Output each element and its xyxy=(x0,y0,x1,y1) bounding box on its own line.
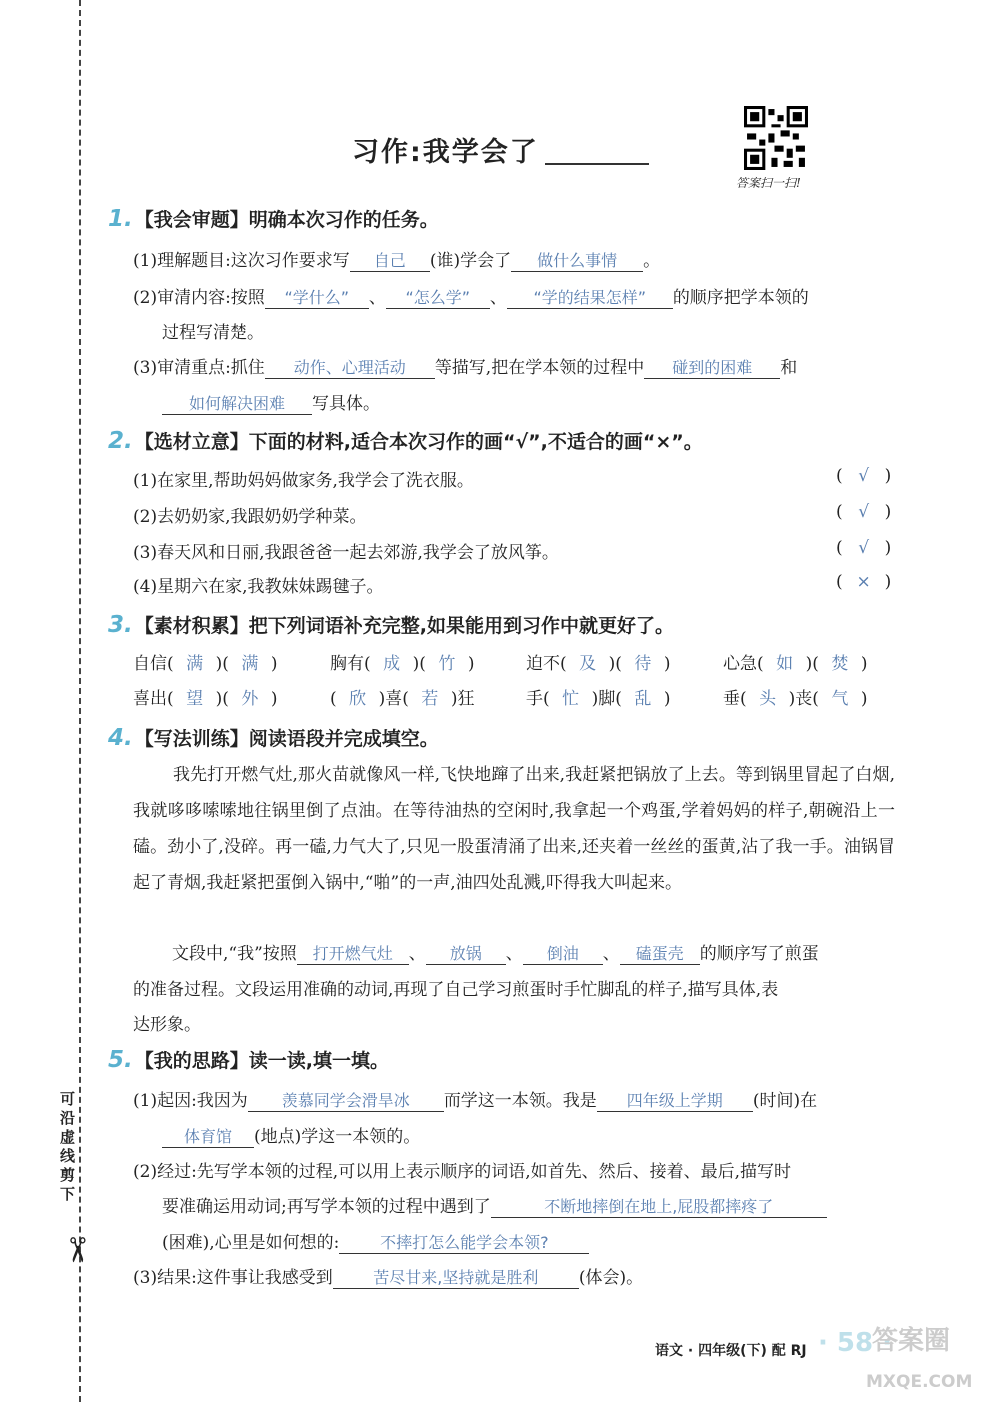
cut-hint: 可沿虚线剪下 xyxy=(60,1090,76,1203)
answer-blank[interactable]: 如何解决困难 xyxy=(162,391,312,415)
q2-mark: ( √ ) xyxy=(836,538,892,558)
q2-item: (1)在家里,帮助妈妈做家务,我学会了洗衣服。 xyxy=(133,471,474,491)
q2-mark: ( √ ) xyxy=(836,502,892,522)
idiom-answer[interactable]: 满 xyxy=(241,654,259,674)
idiom: 手( 忙 )脚( 乱 ) xyxy=(526,684,671,709)
idiom: 自信( 满 )( 满 ) xyxy=(133,649,278,674)
idiom-answer[interactable]: 欣 xyxy=(349,689,367,709)
q4-heading: 4. 【写法训练】阅读语段并完成填空。 xyxy=(108,725,439,751)
idiom-answer[interactable]: 忙 xyxy=(562,689,580,709)
idiom: 心急( 如 )( 焚 ) xyxy=(723,649,868,674)
idiom-answer[interactable]: 如 xyxy=(776,654,794,674)
idiom-answer[interactable]: 若 xyxy=(421,689,439,709)
q2-item: (3)春天风和日丽,我跟爸爸一起去郊游,我学会了放风筝。 xyxy=(133,543,559,563)
idiom: ( 欣 )喜( 若 )狂 xyxy=(330,684,475,709)
mark-answer[interactable]: √ xyxy=(858,502,870,522)
answer-blank[interactable]: 体育馆 xyxy=(162,1124,254,1148)
answer-blank[interactable]: 动作、心理活动 xyxy=(265,355,435,379)
answer-blank[interactable]: 倒油 xyxy=(523,941,603,965)
mark-answer[interactable]: × xyxy=(856,572,871,592)
footer-subject: 语文 · 四年级(下) 配 RJ xyxy=(655,1343,807,1359)
idiom-answer[interactable]: 头 xyxy=(759,689,777,709)
idiom: 垂( 头 )丧( 气 ) xyxy=(723,684,868,709)
q5-line-5: (困难),心里是如何想的: 不摔打怎么能学会本领? xyxy=(162,1228,589,1254)
q3-heading: 3. 【素材积累】把下列词语补充完整,如果能用到习作中就更好了。 xyxy=(108,612,674,638)
q4-fill-line: 文段中,“我”按照 打开燃气灶 、 放锅 、 倒油 、 磕蛋壳 的顺序写了煎蛋 xyxy=(172,939,819,965)
q1-line-2b: 过程写清楚。 xyxy=(162,323,264,343)
answer-blank[interactable]: 碰到的困难 xyxy=(644,355,780,379)
answer-blank[interactable]: 自己 xyxy=(350,248,430,272)
answer-blank[interactable]: “学的结果怎样” xyxy=(507,285,673,309)
answer-blank[interactable]: 羡慕同学会滑旱冰 xyxy=(248,1088,444,1112)
watermark-logo: 答案圈 xyxy=(872,1326,951,1356)
idiom-answer[interactable]: 及 xyxy=(579,654,597,674)
mark-answer[interactable]: √ xyxy=(858,466,870,486)
scissors-icon: ✂ xyxy=(56,1235,97,1265)
q1-line-2: (2)审清内容:按照 “学什么” 、 “怎么学” 、 “学的结果怎样” 的顺序把学本领的 xyxy=(133,283,809,309)
idiom-answer[interactable]: 成 xyxy=(383,654,401,674)
cut-line xyxy=(79,0,81,1402)
idiom: 迫不( 及 )( 待 ) xyxy=(526,649,671,674)
q2-mark: ( × ) xyxy=(836,572,892,592)
q5-line-4: 要准确运用动词;再写学本领的过程中遇到了 不断地摔倒在地上,屁股都摔疼了 xyxy=(162,1192,827,1218)
qr-code-icon[interactable] xyxy=(742,106,810,170)
idiom: 胸有( 成 )( 竹 ) xyxy=(330,649,475,674)
answer-blank[interactable]: 不摔打怎么能学会本领? xyxy=(339,1230,589,1254)
page-title: 习作:我学会了 xyxy=(352,130,649,169)
title-blank xyxy=(545,137,649,165)
idiom-answer[interactable]: 焚 xyxy=(831,654,849,674)
q4-text: 的准备过程。文段运用准确的动词,再现了自己学习煎蛋时手忙脚乱的样子,描写具体,表 xyxy=(133,980,779,1000)
q2-item: (4)星期六在家,我教妹妹踢毽子。 xyxy=(133,577,384,597)
mark-answer[interactable]: √ xyxy=(858,538,870,558)
answer-blank[interactable]: 打开燃气灶 xyxy=(297,941,409,965)
qr-caption: 答案扫一扫! xyxy=(736,176,801,190)
answer-blank[interactable]: 不断地摔倒在地上,屁股都摔疼了 xyxy=(491,1194,827,1218)
q5-line-1: (1)起因:我因为 羡慕同学会滑旱冰 而学这一本领。我是 四年级上学期 (时间)在 xyxy=(133,1086,817,1112)
q5-heading: 5. 【我的思路】读一读,填一填。 xyxy=(108,1047,389,1073)
idiom: 喜出( 望 )( 外 ) xyxy=(133,684,278,709)
q2-mark: ( √ ) xyxy=(836,466,892,486)
idiom-answer[interactable]: 望 xyxy=(186,689,204,709)
q5-line-6: (3)结果:这件事让我感受到 苦尽甘来,坚持就是胜利 (体会)。 xyxy=(133,1263,643,1289)
q1-line-3: (3)审清重点:抓住 动作、心理活动 等描写,把在学本领的过程中 碰到的困难 和 xyxy=(133,353,797,379)
idiom-answer[interactable]: 满 xyxy=(186,654,204,674)
q2-heading: 2. 【选材立意】下面的材料,适合本次习作的画“√”,不适合的画“×”。 xyxy=(108,428,703,454)
watermark-url: MXQE.COM xyxy=(866,1372,973,1392)
idiom-answer[interactable]: 竹 xyxy=(438,654,456,674)
q2-item: (2)去奶奶家,我跟奶奶学种菜。 xyxy=(133,507,367,527)
idiom-answer[interactable]: 乱 xyxy=(634,689,652,709)
q1-heading: 1. 【我会审题】明确本次习作的任务。 xyxy=(108,206,439,232)
idiom-answer[interactable]: 待 xyxy=(634,654,652,674)
answer-blank[interactable]: 做什么事情 xyxy=(511,248,643,272)
q1-line-4: 如何解决困难 写具体。 xyxy=(162,389,380,415)
q1-line-1: (1)理解题目:这次习作要求写 自己 (谁)学会了 做什么事情 。 xyxy=(133,246,660,272)
answer-blank[interactable]: “学什么” xyxy=(265,285,369,309)
q5-line-3: (2)经过:先写学本领的过程,可以用上表示顺序的词语,如首先、然后、接着、最后,描写时 xyxy=(133,1162,792,1182)
idiom-answer[interactable]: 气 xyxy=(831,689,849,709)
q4-text: 达形象。 xyxy=(133,1015,201,1035)
answer-blank[interactable]: 放锅 xyxy=(426,941,506,965)
answer-blank[interactable]: 磕蛋壳 xyxy=(620,941,700,965)
answer-blank[interactable]: “怎么学” xyxy=(386,285,490,309)
page-number: · 58 · xyxy=(818,1328,893,1358)
reading-passage: 我先打开燃气灶,那火苗就像风一样,飞快地蹿了出来,我赶紧把锅放了上去。等到锅里冒起了白烟,我就哆哆嗦嗦地往锅里倒了点油。在等待油热的空闲时,我拿起一个鸡蛋,学着妈妈的样子,朝碗沿上一磕。劲小了,没碎。再一磕,力气大了,只见一股蛋清涌了出来,还夹着一丝丝的蛋黄,沾了我一手。油锅冒起了青烟,我赶紧把蛋倒入锅中,“啪”的一声,油四处乱溅,吓得我大叫起来。 xyxy=(133,765,895,893)
q5-line-2: 体育馆 (地点)学这一本领的。 xyxy=(162,1122,420,1148)
idiom-answer[interactable]: 外 xyxy=(241,689,259,709)
answer-blank[interactable]: 四年级上学期 xyxy=(597,1088,753,1112)
answer-blank[interactable]: 苦尽甘来,坚持就是胜利 xyxy=(333,1265,579,1289)
